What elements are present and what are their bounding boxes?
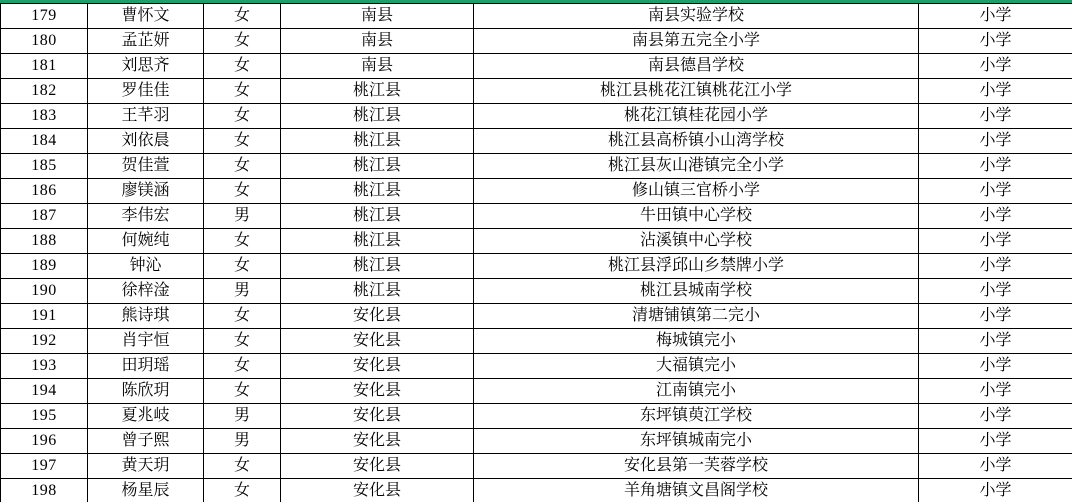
cell-county[interactable]: 桃江县 (281, 254, 474, 279)
cell-school[interactable]: 桃江县桃花江镇桃花江小学 (474, 79, 919, 104)
cell-county[interactable]: 安化县 (281, 429, 474, 454)
cell-school[interactable]: 桃江县高桥镇小山湾学校 (474, 129, 919, 154)
cell-gender[interactable]: 女 (204, 79, 281, 104)
cell-county[interactable]: 南县 (281, 29, 474, 54)
cell-index[interactable]: 186 (1, 179, 88, 204)
table-row (1, 129, 1072, 154)
cell-index[interactable]: 190 (1, 279, 88, 304)
cell-index[interactable]: 198 (1, 479, 88, 502)
cell-county[interactable]: 安化县 (281, 454, 474, 479)
cell-name[interactable]: 李伟宏 (88, 204, 204, 229)
cell-gender[interactable]: 女 (204, 354, 281, 379)
cell-name[interactable]: 徐梓淦 (88, 279, 204, 304)
cell-level[interactable]: 小学 (919, 404, 1072, 429)
cell-school[interactable]: 江南镇完小 (474, 379, 919, 404)
cell-name[interactable]: 钟沁 (88, 254, 204, 279)
cell-gender[interactable]: 女 (204, 329, 281, 354)
table-row (1, 104, 1072, 129)
cell-county[interactable]: 桃江县 (281, 179, 474, 204)
cell-name[interactable]: 肖宇恒 (88, 329, 204, 354)
cell-level[interactable]: 小学 (919, 179, 1072, 204)
cell-index[interactable]: 197 (1, 454, 88, 479)
cell-gender[interactable]: 女 (204, 379, 281, 404)
cell-index[interactable]: 185 (1, 154, 88, 179)
cell-school[interactable]: 大福镇完小 (474, 354, 919, 379)
cell-county[interactable]: 南县 (281, 54, 474, 79)
cell-name[interactable]: 廖镁涵 (88, 179, 204, 204)
cell-index[interactable]: 182 (1, 79, 88, 104)
table-row (1, 229, 1072, 254)
cell-county[interactable]: 安化县 (281, 329, 474, 354)
cell-name[interactable]: 刘思齐 (88, 54, 204, 79)
cell-gender[interactable]: 女 (204, 454, 281, 479)
cell-index[interactable]: 196 (1, 429, 88, 454)
cell-level[interactable]: 小学 (919, 279, 1072, 304)
table-row (1, 379, 1072, 404)
cell-level[interactable]: 小学 (919, 454, 1072, 479)
cell-school[interactable]: 牛田镇中心学校 (474, 204, 919, 229)
cell-school[interactable]: 羊角塘镇文昌阁学校 (474, 479, 919, 502)
cell-county[interactable]: 安化县 (281, 479, 474, 502)
cell-level[interactable]: 小学 (919, 129, 1072, 154)
cell-name[interactable]: 熊诗琪 (88, 304, 204, 329)
cell-index[interactable]: 192 (1, 329, 88, 354)
cell-county[interactable]: 桃江县 (281, 129, 474, 154)
cell-school[interactable]: 梅城镇完小 (474, 329, 919, 354)
cell-school[interactable]: 桃江县灰山港镇完全小学 (474, 154, 919, 179)
cell-county[interactable]: 桃江县 (281, 79, 474, 104)
cell-index[interactable]: 179 (1, 4, 88, 29)
cell-index[interactable]: 180 (1, 29, 88, 54)
cell-school[interactable]: 南县实验学校 (474, 4, 919, 29)
cell-county[interactable]: 安化县 (281, 379, 474, 404)
cell-index[interactable]: 184 (1, 129, 88, 154)
cell-county[interactable]: 安化县 (281, 404, 474, 429)
cell-name[interactable]: 罗佳佳 (88, 79, 204, 104)
cell-name[interactable]: 夏兆岐 (88, 404, 204, 429)
cell-name[interactable]: 王芊羽 (88, 104, 204, 129)
table-row (1, 429, 1072, 454)
table-row (1, 204, 1072, 229)
cell-county[interactable]: 桃江县 (281, 279, 474, 304)
cell-school[interactable]: 东坪镇城南完小 (474, 429, 919, 454)
cell-school[interactable]: 桃江县城南学校 (474, 279, 919, 304)
cell-level[interactable]: 小学 (919, 29, 1072, 54)
table-row (1, 179, 1072, 204)
cell-index[interactable]: 187 (1, 204, 88, 229)
cell-gender[interactable]: 女 (204, 104, 281, 129)
table-row (1, 354, 1072, 379)
cell-gender[interactable]: 女 (204, 129, 281, 154)
cell-level[interactable]: 小学 (919, 204, 1072, 229)
cell-index[interactable]: 191 (1, 304, 88, 329)
cell-county[interactable]: 桃江县 (281, 104, 474, 129)
cell-school[interactable]: 南县第五完全小学 (474, 29, 919, 54)
cell-gender[interactable]: 男 (204, 204, 281, 229)
cell-index[interactable]: 189 (1, 254, 88, 279)
table-row (1, 79, 1072, 104)
cell-level[interactable]: 小学 (919, 4, 1072, 29)
cell-index[interactable]: 188 (1, 229, 88, 254)
table-row (1, 279, 1072, 304)
cell-level[interactable]: 小学 (919, 229, 1072, 254)
table-row (1, 479, 1072, 502)
cell-school[interactable]: 南县德昌学校 (474, 54, 919, 79)
cell-gender[interactable]: 女 (204, 254, 281, 279)
cell-level[interactable]: 小学 (919, 304, 1072, 329)
cell-name[interactable]: 孟芷妍 (88, 29, 204, 54)
cell-index[interactable]: 194 (1, 379, 88, 404)
cell-level[interactable]: 小学 (919, 379, 1072, 404)
cell-level[interactable]: 小学 (919, 354, 1072, 379)
cell-school[interactable]: 桃花江镇桂花园小学 (474, 104, 919, 129)
cell-index[interactable]: 193 (1, 354, 88, 379)
cell-name[interactable]: 田玥瑶 (88, 354, 204, 379)
cell-gender[interactable]: 女 (204, 4, 281, 29)
cell-name[interactable]: 曾子熙 (88, 429, 204, 454)
cell-gender[interactable]: 女 (204, 54, 281, 79)
cell-county[interactable]: 桃江县 (281, 154, 474, 179)
student-roster-table (0, 3, 1072, 502)
cell-level[interactable]: 小学 (919, 329, 1072, 354)
table-row (1, 254, 1072, 279)
cell-school[interactable]: 桃江县浮邱山乡禁牌小学 (474, 254, 919, 279)
table-row (1, 404, 1072, 429)
cell-gender[interactable]: 女 (204, 229, 281, 254)
table-body (1, 4, 1072, 502)
cell-index[interactable]: 183 (1, 104, 88, 129)
cell-name[interactable]: 陈欣玥 (88, 379, 204, 404)
cell-name[interactable]: 贺佳萱 (88, 154, 204, 179)
cell-school[interactable]: 沾溪镇中心学校 (474, 229, 919, 254)
cell-county[interactable]: 安化县 (281, 354, 474, 379)
cell-county[interactable]: 南县 (281, 4, 474, 29)
cell-county[interactable]: 桃江县 (281, 204, 474, 229)
cell-school[interactable]: 东坪镇萸江学校 (474, 404, 919, 429)
cell-index[interactable]: 181 (1, 54, 88, 79)
cell-level[interactable]: 小学 (919, 154, 1072, 179)
table-row (1, 154, 1072, 179)
cell-name[interactable]: 黄天玥 (88, 454, 204, 479)
cell-gender[interactable]: 女 (204, 29, 281, 54)
table-row (1, 454, 1072, 479)
table-row (1, 54, 1072, 79)
cell-gender[interactable]: 男 (204, 404, 281, 429)
cell-school[interactable]: 安化县第一芙蓉学校 (474, 454, 919, 479)
cell-gender[interactable]: 女 (204, 304, 281, 329)
table-row (1, 304, 1072, 329)
cell-county[interactable]: 安化县 (281, 304, 474, 329)
cell-gender[interactable]: 男 (204, 279, 281, 304)
cell-county[interactable]: 桃江县 (281, 229, 474, 254)
cell-level[interactable]: 小学 (919, 79, 1072, 104)
cell-level[interactable]: 小学 (919, 429, 1072, 454)
cell-name[interactable]: 何婉纯 (88, 229, 204, 254)
table-row (1, 329, 1072, 354)
cell-level[interactable]: 小学 (919, 104, 1072, 129)
cell-level[interactable]: 小学 (919, 54, 1072, 79)
cell-gender[interactable]: 女 (204, 479, 281, 502)
cell-gender[interactable]: 男 (204, 429, 281, 454)
cell-school[interactable]: 修山镇三官桥小学 (474, 179, 919, 204)
table-row (1, 4, 1072, 29)
table-row (1, 29, 1072, 54)
cell-level[interactable]: 小学 (919, 254, 1072, 279)
cell-level[interactable]: 小学 (919, 479, 1072, 502)
cell-gender[interactable]: 女 (204, 179, 281, 204)
cell-school[interactable]: 清塘铺镇第二完小 (474, 304, 919, 329)
cell-name[interactable]: 杨星辰 (88, 479, 204, 502)
cell-name[interactable]: 曹怀文 (88, 4, 204, 29)
cell-gender[interactable]: 女 (204, 154, 281, 179)
cell-index[interactable]: 195 (1, 404, 88, 429)
cell-name[interactable]: 刘依晨 (88, 129, 204, 154)
